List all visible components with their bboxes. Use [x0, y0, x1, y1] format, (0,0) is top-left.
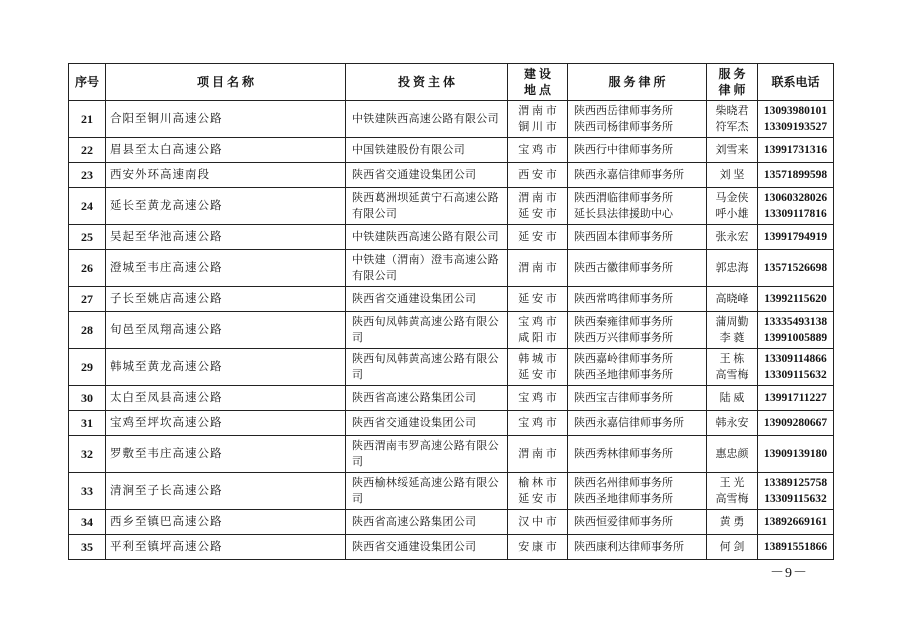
- cell-location: [508, 138, 568, 163]
- cell-lawyer-line: 高晓峰: [715, 293, 749, 305]
- cell-phone-line: 13309117816: [764, 208, 827, 220]
- cell-location-line: 宝 鸡 市: [518, 417, 557, 429]
- cell-lawyer: [707, 287, 758, 312]
- cell-location-line: 渭 南 市: [518, 448, 557, 460]
- cell-investor: 陕西省交通建设集团公司: [346, 411, 508, 436]
- cell-law-firm-line: 陕西行中律师事务所: [574, 144, 673, 156]
- cell-no: 28: [69, 312, 106, 349]
- table-row: [69, 349, 834, 386]
- cell-lawyer-line: 刘雪来: [715, 144, 749, 156]
- cell-no: 32: [69, 436, 106, 473]
- cell-phone-line: 13892669161: [763, 516, 828, 528]
- cell-law-firm-line: 陕西司杨律师事务所: [574, 121, 673, 133]
- table-row: [69, 188, 834, 225]
- cell-location: [508, 411, 568, 436]
- cell-location: [508, 312, 568, 349]
- cell-law-firm: [568, 349, 707, 386]
- cell-project-name: 子长至姚店高速公路: [106, 287, 346, 312]
- cell-lawyer-line: 惠忠颜: [715, 448, 749, 460]
- cell-location-line: 西 安 市: [518, 169, 557, 181]
- cell-lawyer: [707, 312, 758, 349]
- cell-phone: [758, 510, 834, 535]
- header-location: [508, 64, 568, 101]
- header-no: [69, 64, 106, 101]
- cell-lawyer-line: 马金侠: [715, 192, 749, 204]
- cell-location: [508, 349, 568, 386]
- cell-phone: [758, 163, 834, 188]
- cell-law-firm: [568, 535, 707, 560]
- cell-lawyer-line: 符军杰: [715, 121, 749, 133]
- cell-investor: 陕西省高速公路集团公司: [346, 386, 508, 411]
- cell-lawyer: [707, 535, 758, 560]
- header-phone: [758, 64, 834, 101]
- cell-location: [508, 436, 568, 473]
- table-header: [69, 64, 834, 101]
- cell-lawyer-line: 王 栋: [719, 353, 745, 365]
- table-body: [69, 101, 834, 560]
- header-label: 投 资 主 体: [397, 75, 455, 89]
- cell-lawyer: [707, 411, 758, 436]
- cell-investor: 陕西省交通建设集团公司: [346, 287, 508, 312]
- cell-lawyer-line: 高雪梅: [715, 493, 749, 505]
- cell-no: 24: [69, 188, 106, 225]
- cell-lawyer: [707, 101, 758, 138]
- cell-lawyer-line: 刘 坚: [719, 169, 745, 181]
- cell-phone: [758, 250, 834, 287]
- cell-phone: [758, 312, 834, 349]
- cell-law-firm-line: 陕西渭临律师事务所: [574, 192, 673, 204]
- cell-law-firm: [568, 101, 707, 138]
- cell-phone: [758, 386, 834, 411]
- cell-phone-line: 13991711227: [764, 392, 827, 404]
- cell-law-firm-line: 陕西圣地律师事务所: [574, 369, 673, 381]
- table-row: [69, 163, 834, 188]
- cell-no: 25: [69, 225, 106, 250]
- cell-investor: 陕西榆林绥延高速公路有限公司: [346, 473, 508, 510]
- cell-no: 23: [69, 163, 106, 188]
- cell-law-firm-line: 陕西常鸣律师事务所: [574, 293, 673, 305]
- cell-phone-line: 13992115620: [764, 293, 827, 305]
- cell-investor: 中铁建（渭南）澄韦高速公路有限公司: [346, 250, 508, 287]
- project-lawyer-table: [68, 63, 834, 560]
- cell-phone-line: 13093980101: [763, 105, 828, 117]
- cell-investor: 陕西葛洲坝延黄宁石高速公路有限公司: [346, 188, 508, 225]
- cell-location: [508, 510, 568, 535]
- cell-location-line: 安 康 市: [518, 541, 557, 553]
- cell-law-firm-line: 陕西圣地律师事务所: [574, 493, 673, 505]
- cell-project-name: 宝鸡至坪坎高速公路: [106, 411, 346, 436]
- cell-location: [508, 163, 568, 188]
- cell-no: 26: [69, 250, 106, 287]
- header-investor: [346, 64, 508, 101]
- cell-project-name: 太白至凤县高速公路: [106, 386, 346, 411]
- cell-investor: 陕西省高速公路集团公司: [346, 510, 508, 535]
- table-row: [69, 225, 834, 250]
- cell-phone-line: 13891551866: [763, 541, 828, 553]
- header-project-name: [106, 64, 346, 101]
- cell-law-firm: [568, 163, 707, 188]
- table-row: [69, 312, 834, 349]
- cell-phone-line: 13060328026: [763, 192, 828, 204]
- cell-phone: [758, 535, 834, 560]
- cell-location-line: 宝 鸡 市: [518, 392, 557, 404]
- table-row: [69, 287, 834, 312]
- cell-law-firm-line: 陕西嘉岭律师事务所: [574, 353, 673, 365]
- cell-law-firm: [568, 510, 707, 535]
- cell-law-firm-line: 延长县法律援助中心: [574, 208, 673, 220]
- header-law-firm: [568, 64, 707, 101]
- cell-location: [508, 386, 568, 411]
- cell-law-firm-line: 陕西固本律师事务所: [574, 231, 673, 243]
- header-label: 序号: [74, 75, 99, 89]
- cell-law-firm: [568, 188, 707, 225]
- cell-investor: 陕西省交通建设集团公司: [346, 163, 508, 188]
- cell-no: 35: [69, 535, 106, 560]
- cell-phone-line: 13909139180: [763, 448, 828, 460]
- cell-phone: [758, 188, 834, 225]
- header-row: [69, 64, 834, 101]
- cell-project-name: 旬邑至凤翔高速公路: [106, 312, 346, 349]
- cell-no: 21: [69, 101, 106, 138]
- cell-project-name: 吴起至华池高速公路: [106, 225, 346, 250]
- cell-phone: [758, 473, 834, 510]
- header-label: 服 务 律 所: [608, 75, 666, 89]
- table-row: [69, 473, 834, 510]
- table-row: [69, 510, 834, 535]
- cell-law-firm: [568, 473, 707, 510]
- table-row: [69, 250, 834, 287]
- cell-law-firm: [568, 287, 707, 312]
- cell-location-line: 渭 南 市: [518, 262, 557, 274]
- cell-law-firm-line: 陕西秦雍律师事务所: [574, 316, 673, 328]
- cell-phone: [758, 101, 834, 138]
- cell-phone-line: 13309115632: [764, 369, 827, 381]
- header-label: 地 点: [523, 83, 551, 97]
- cell-lawyer: [707, 163, 758, 188]
- table-row: [69, 138, 834, 163]
- cell-law-firm-line: 陕西恒爱律师事务所: [574, 516, 673, 528]
- cell-law-firm: [568, 250, 707, 287]
- table-row: [69, 535, 834, 560]
- cell-law-firm-line: 陕西名州律师事务所: [574, 477, 673, 489]
- cell-project-name: 清涧至子长高速公路: [106, 473, 346, 510]
- cell-no: 34: [69, 510, 106, 535]
- cell-phone-line: 13309115632: [764, 493, 827, 505]
- cell-location-line: 延 安 市: [518, 493, 557, 505]
- cell-law-firm: [568, 138, 707, 163]
- cell-lawyer-line: 王 光: [719, 477, 745, 489]
- cell-phone: [758, 349, 834, 386]
- cell-investor: 陕西省交通建设集团公司: [346, 535, 508, 560]
- cell-location: [508, 188, 568, 225]
- cell-no: 29: [69, 349, 106, 386]
- cell-location: [508, 225, 568, 250]
- cell-no: 27: [69, 287, 106, 312]
- cell-lawyer-line: 黄 勇: [719, 516, 745, 528]
- cell-law-firm-line: 陕西西岳律师事务所: [574, 105, 673, 117]
- header-label: 项 目 名 称: [196, 75, 254, 89]
- cell-location-line: 榆 林 市: [518, 477, 557, 489]
- page-number: －9－: [770, 566, 808, 581]
- cell-phone-line: 13389125758: [763, 477, 828, 489]
- cell-location-line: 延 安 市: [518, 369, 557, 381]
- table-row: [69, 386, 834, 411]
- cell-phone-line: 13309193527: [763, 121, 828, 133]
- cell-phone: [758, 138, 834, 163]
- cell-law-firm-line: 陕西万兴律师事务所: [574, 332, 673, 344]
- cell-phone-line: 13309114866: [764, 353, 827, 365]
- cell-lawyer-line: 呼小雄: [715, 208, 749, 220]
- cell-location-line: 渭 南 市: [518, 105, 557, 117]
- cell-project-name: 韩城至黄龙高速公路: [106, 349, 346, 386]
- cell-investor: 陕西旬凤韩黄高速公路有限公司: [346, 312, 508, 349]
- cell-lawyer-line: 李 蕤: [719, 332, 745, 344]
- cell-investor: 陕西旬凤韩黄高速公路有限公司: [346, 349, 508, 386]
- cell-location-line: 延 安 市: [518, 231, 557, 243]
- cell-law-firm: [568, 386, 707, 411]
- cell-phone-line: 13991005889: [763, 332, 828, 344]
- cell-location-line: 延 安 市: [518, 208, 557, 220]
- cell-phone-line: 13335493138: [763, 316, 828, 328]
- cell-location-line: 延 安 市: [518, 293, 557, 305]
- cell-no: 33: [69, 473, 106, 510]
- cell-lawyer: [707, 188, 758, 225]
- cell-lawyer: [707, 510, 758, 535]
- cell-law-firm-line: 陕西古徽律师事务所: [574, 262, 673, 274]
- cell-investor: 中铁建陕西高速公路有限公司: [346, 101, 508, 138]
- cell-phone-line: 13991794919: [763, 231, 828, 243]
- cell-location: [508, 287, 568, 312]
- cell-investor: 中国铁建股份有限公司: [346, 138, 508, 163]
- cell-location-line: 宝 鸡 市: [518, 316, 557, 328]
- cell-location-line: 韩 城 市: [518, 353, 557, 365]
- cell-lawyer-line: 柴晓君: [715, 105, 749, 117]
- cell-no: 22: [69, 138, 106, 163]
- cell-location-line: 宝 鸡 市: [518, 144, 557, 156]
- cell-lawyer-line: 张永宏: [715, 231, 749, 243]
- header-label: 律 师: [718, 83, 746, 97]
- header-label: 联系电话: [771, 75, 820, 89]
- table-row: [69, 101, 834, 138]
- cell-project-name: 澄城至韦庄高速公路: [106, 250, 346, 287]
- cell-lawyer-line: 韩永安: [715, 417, 749, 429]
- cell-location-line: 咸 阳 市: [518, 332, 557, 344]
- cell-lawyer: [707, 250, 758, 287]
- cell-law-firm-line: 陕西永嘉信律师事务所: [574, 169, 684, 181]
- cell-location-line: 铜 川 市: [518, 121, 557, 133]
- cell-lawyer-line: 郭忠海: [715, 262, 749, 274]
- cell-lawyer: [707, 349, 758, 386]
- cell-law-firm-line: 陕西宝吉律师事务所: [574, 392, 673, 404]
- cell-project-name: 平利至镇坪高速公路: [106, 535, 346, 560]
- cell-law-firm-line: 陕西康利达律师事务所: [574, 541, 684, 553]
- cell-phone-line: 13991731316: [763, 144, 828, 156]
- cell-no: 30: [69, 386, 106, 411]
- cell-lawyer-line: 何 剑: [719, 541, 745, 553]
- cell-law-firm: [568, 312, 707, 349]
- cell-location-line: 渭 南 市: [518, 192, 557, 204]
- cell-phone: [758, 287, 834, 312]
- cell-location: [508, 101, 568, 138]
- cell-lawyer: [707, 225, 758, 250]
- cell-law-firm: [568, 436, 707, 473]
- cell-phone: [758, 436, 834, 473]
- cell-phone-line: 13909280667: [763, 417, 828, 429]
- cell-phone: [758, 411, 834, 436]
- cell-investor: 陕西渭南韦罗高速公路有限公司: [346, 436, 508, 473]
- cell-location: [508, 250, 568, 287]
- cell-phone-line: 13571526698: [763, 262, 828, 274]
- cell-investor: 中铁建陕西高速公路有限公司: [346, 225, 508, 250]
- cell-lawyer-line: 蒲周勤: [715, 316, 749, 328]
- cell-project-name: 延长至黄龙高速公路: [106, 188, 346, 225]
- cell-phone: [758, 225, 834, 250]
- table-row: [69, 436, 834, 473]
- header-label: 服 务: [718, 67, 746, 81]
- cell-lawyer-line: 陆 威: [719, 392, 745, 404]
- cell-location-line: 汉 中 市: [518, 516, 557, 528]
- cell-project-name: 西安外环高速南段: [106, 163, 346, 188]
- cell-location: [508, 473, 568, 510]
- cell-location: [508, 535, 568, 560]
- cell-lawyer: [707, 386, 758, 411]
- cell-project-name: 眉县至太白高速公路: [106, 138, 346, 163]
- cell-lawyer: [707, 473, 758, 510]
- cell-project-name: 西乡至镇巴高速公路: [106, 510, 346, 535]
- cell-law-firm-line: 陕西秀林律师事务所: [574, 448, 673, 460]
- cell-phone-line: 13571899598: [763, 169, 828, 181]
- header-lawyer: [707, 64, 758, 101]
- header-label: 建 设: [523, 67, 551, 81]
- cell-lawyer: [707, 436, 758, 473]
- cell-lawyer-line: 高雪梅: [715, 369, 749, 381]
- cell-no: 31: [69, 411, 106, 436]
- cell-law-firm-line: 陕西永嘉信律师事务所: [574, 417, 684, 429]
- cell-project-name: 罗敷至韦庄高速公路: [106, 436, 346, 473]
- cell-lawyer: [707, 138, 758, 163]
- cell-law-firm: [568, 411, 707, 436]
- table-row: [69, 411, 834, 436]
- cell-law-firm: [568, 225, 707, 250]
- cell-project-name: 合阳至铜川高速公路: [106, 101, 346, 138]
